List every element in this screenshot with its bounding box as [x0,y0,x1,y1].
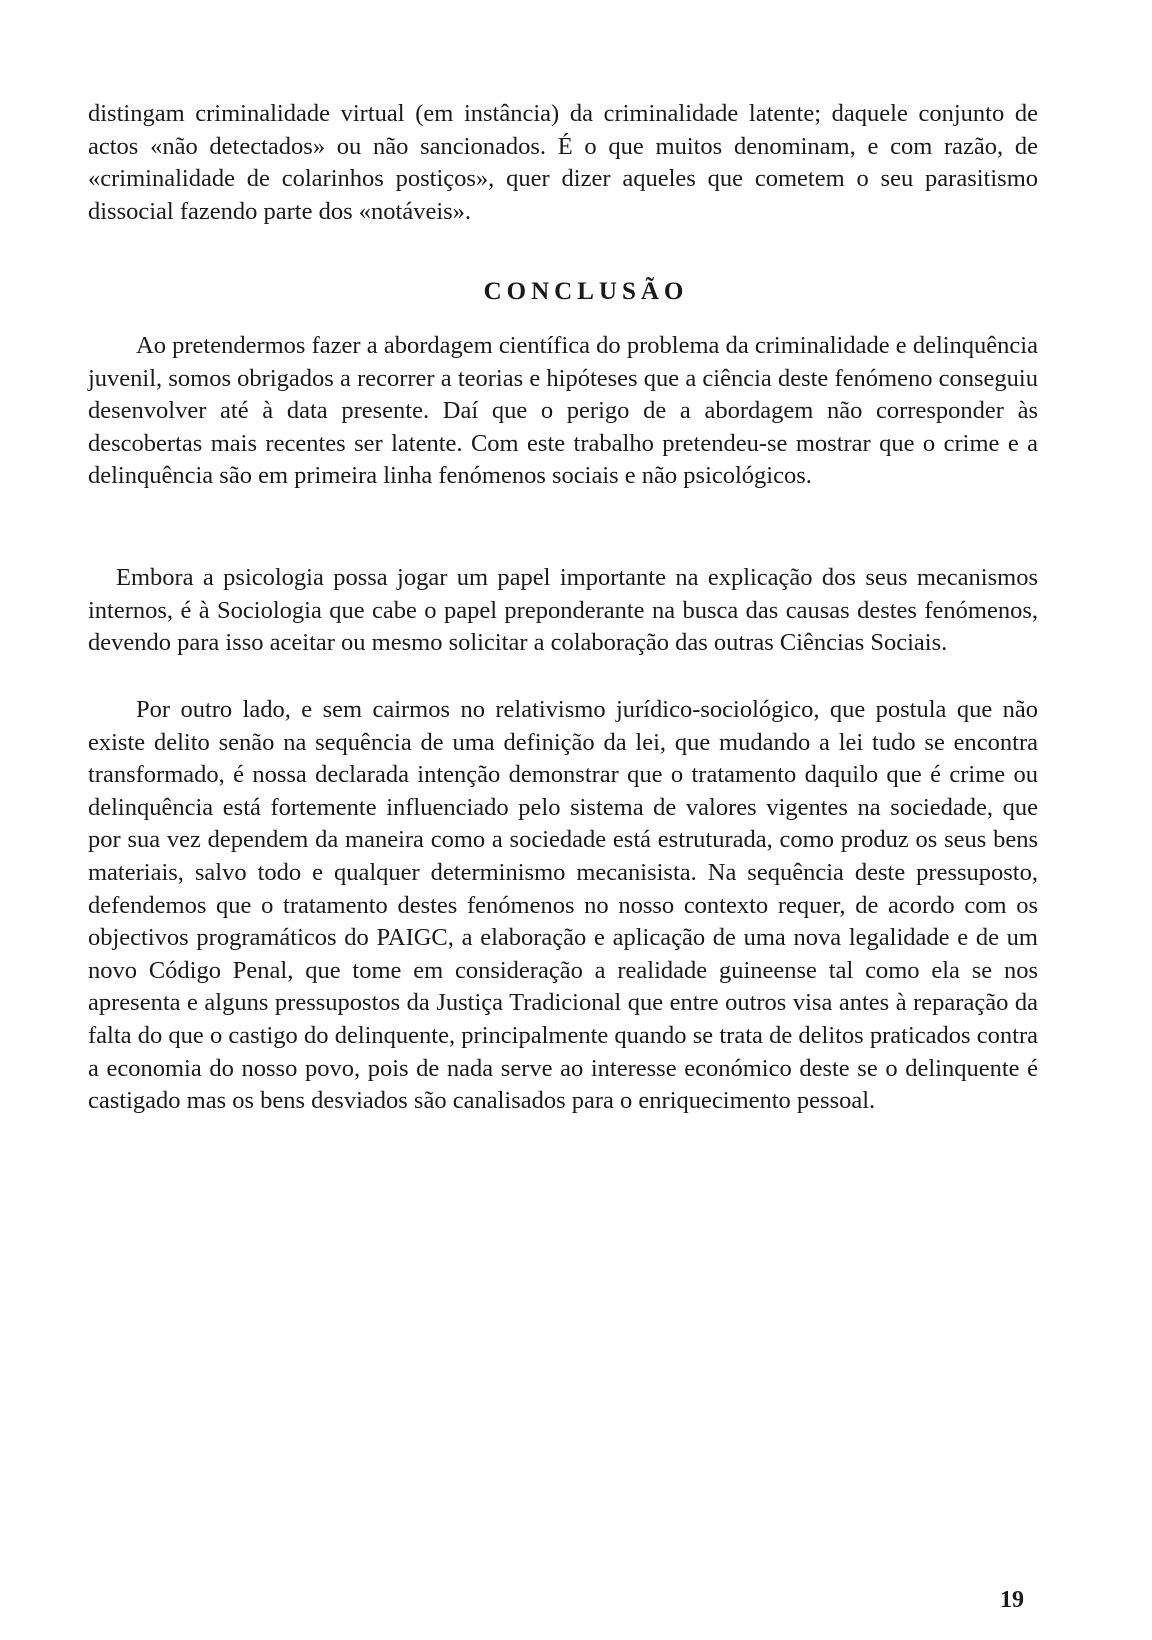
paragraph-2: Embora a psicologia possa jogar um papel importante na explicação dos seus mecanismos internos, é à Sociologia que cabe o papel preponderante na busca das causas destes fenómenos, devendo para isso aceitar ou mesmo solicitar a colaboração das outras Ciências Sociais. [88,564,1038,657]
paragraph-3: Por outro lado, e sem cairmos no relativismo jurídico-sociológico, que postula que não existe delito senão na sequência de uma definição da lei, que mudando a lei tudo se encontra transformado, é nossa declarada intenção demonstrar que o tratamento daquilo que é crime ou delinquência está fortemente influenciado pelo sistema de valores vigentes na sociedade, que por sua vez dependem da maneira como a sociedade está estruturada, como produz os seus bens materiais, salvo todo e qualquer determinismo mecanisista. Na sequência deste pressuposto, defendemos que o tratamento destes fenómenos no nosso contexto requer, de acordo com os objectivos programáticos do PAIGC, a elaboração e aplicação de uma nova legalidade e de um novo Código Penal, que tome em consideração a realidade guineense tal como ela se nos apresenta e alguns pressupostos da Justiça Tradicional que entre outros visa antes à reparação da falta do que o castigo do delinquente, principalmente quando se trata de delitos praticados contra a economia do nosso povo, pois de nada serve ao interesse económico deste se o delinquente é castigado mas os bens desviados são canalisados para o enriquecimento pessoal. [88,696,1038,1115]
page-number: 19 [1000,1587,1024,1613]
section-heading: CONCLUSÃO [483,278,689,305]
paragraph-continuation: distingam criminalidade virtual (em instância) da criminalidade latente; daquele conjunto de actos «não detectados» ou não sancionados. É o que muitos denominam, e com razão, de «criminalidade de colarinhos postiços», quer dizer aqueles que cometem o seu parasitismo dissocial fazendo parte dos «notáveis». [88,100,1038,225]
paragraph-1: Ao pretendermos fazer a abordagem científica do problema da criminalidade e delinquência juvenil, somos obrigados a recorrer a teorias e hipóteses que a ciência deste fenómeno conseguiu desenvolver até à data presente. Daí que o perigo de a abordagem não corresponder às descobertas mais recentes ser latente. Com este trabalho pretendeu-se mostrar que o crime e a delinquência são em primeira linha fenómenos sociais e não psicológicos. [88,332,1038,490]
